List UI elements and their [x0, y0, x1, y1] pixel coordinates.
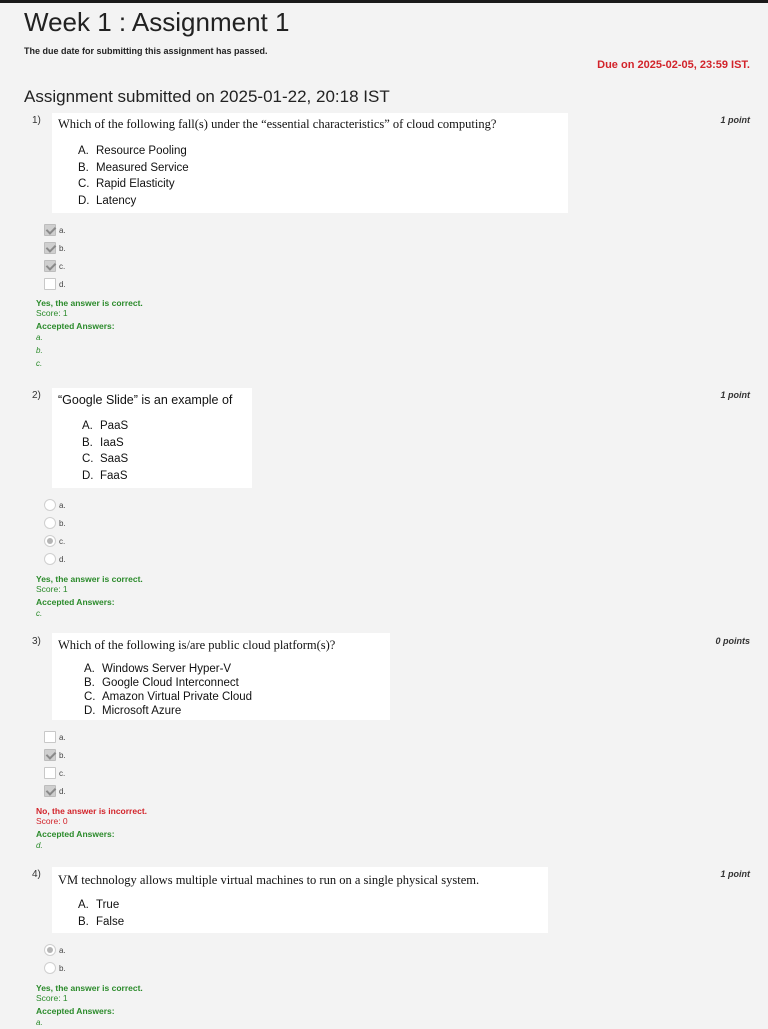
radio[interactable] — [44, 962, 56, 974]
option: C. Amazon Virtual Private Cloud — [84, 691, 252, 703]
option: A. PaaS — [82, 420, 129, 432]
checkbox[interactable] — [44, 731, 56, 743]
option: B. Measured Service — [78, 161, 189, 174]
option: B. False — [78, 915, 125, 928]
checkbox[interactable] — [44, 260, 56, 272]
option-list — [82, 418, 128, 484]
choice-d[interactable]: d. — [44, 550, 66, 568]
checkbox[interactable] — [44, 242, 56, 254]
answer-choices — [44, 728, 66, 800]
choice-c[interactable]: c. — [44, 257, 66, 275]
question-text: Which of the following fall(s) under the “essential characteristics” of cloud computing? — [58, 117, 497, 131]
radio[interactable] — [44, 535, 56, 547]
score: Score: 1 — [36, 993, 68, 1003]
answer-choices — [44, 941, 66, 977]
choice-a[interactable]: a. — [44, 496, 66, 514]
option: C. Rapid Elasticity — [78, 178, 175, 190]
question-box — [52, 388, 252, 488]
score: Score: 0 — [36, 816, 68, 826]
option: C. SaaS — [82, 453, 129, 465]
question-points: 0 points — [715, 636, 750, 646]
assignment-title: Week 1 : Assignment 1 — [24, 7, 290, 37]
feedback — [36, 574, 143, 620]
option: A. True — [78, 899, 120, 911]
score: Score: 1 — [36, 308, 68, 318]
question-box — [52, 867, 548, 933]
answer-choices — [44, 496, 66, 568]
option: D. Microsoft Azure — [84, 705, 182, 717]
accepted-answers: d. — [36, 841, 43, 850]
feedback — [36, 806, 147, 852]
question-points: 1 point — [720, 869, 750, 879]
option-list — [78, 897, 124, 930]
option: B. IaaS — [82, 436, 124, 449]
choice-d[interactable]: d. — [44, 782, 66, 800]
checkbox[interactable] — [44, 767, 56, 779]
accepted-answers-label: Accepted Answers: — [36, 829, 115, 839]
radio[interactable] — [44, 499, 56, 511]
accepted-answers-label: Accepted Answers: — [36, 321, 115, 331]
option: A. Windows Server Hyper-V — [84, 663, 232, 675]
option-list — [84, 662, 252, 718]
question-number: 4) — [32, 869, 41, 880]
choice-b[interactable]: b. — [44, 959, 66, 977]
option: A. Resource Pooling — [78, 145, 187, 157]
choice-c[interactable]: c. — [44, 532, 66, 550]
score: Score: 1 — [36, 584, 68, 594]
due-date: Due on 2025-02-05, 23:59 IST. — [597, 59, 750, 71]
radio[interactable] — [44, 517, 56, 529]
option: D. FaaS — [82, 469, 128, 482]
choice-c[interactable]: c. — [44, 764, 66, 782]
answer-choices — [44, 221, 66, 293]
feedback — [36, 298, 143, 370]
question-text: Which of the following is/are public cloud platform(s)? — [58, 638, 336, 652]
question-text: “Google Slide” is an example of — [58, 393, 233, 407]
question-number: 2) — [32, 390, 41, 401]
submission-status: Assignment submitted on 2025-01-22, 20:18 IST — [24, 87, 390, 106]
feedback-message: No, the answer is incorrect. — [36, 806, 148, 816]
question-box — [52, 113, 568, 213]
due-passed-note: The due date for submitting this assignment has passed. — [24, 46, 268, 56]
choice-b[interactable]: b. — [44, 239, 66, 257]
feedback — [36, 983, 143, 1029]
accepted-answers: a. b. c. — [36, 333, 43, 368]
accepted-answers: a. — [36, 1018, 43, 1027]
question-points: 1 point — [720, 115, 750, 125]
checkbox[interactable] — [44, 224, 56, 236]
question-box — [52, 633, 390, 720]
choice-a[interactable]: a. — [44, 941, 66, 959]
feedback-message: Yes, the answer is correct. — [36, 574, 143, 584]
question-text: VM technology allows multiple virtual machines to run on a single physical system. — [58, 873, 480, 887]
feedback-message: Yes, the answer is correct. — [36, 983, 143, 993]
accepted-answers-label: Accepted Answers: — [36, 597, 115, 607]
question-number: 3) — [32, 636, 41, 647]
checkbox[interactable] — [44, 785, 56, 797]
checkbox[interactable] — [44, 749, 56, 761]
radio[interactable] — [44, 944, 56, 956]
option: B. Google Cloud Interconnect — [84, 677, 239, 689]
choice-d[interactable]: d. — [44, 275, 66, 293]
accepted-answers-label: Accepted Answers: — [36, 1006, 115, 1016]
radio[interactable] — [44, 553, 56, 565]
choice-b[interactable]: b. — [44, 514, 66, 532]
feedback-message: Yes, the answer is correct. — [36, 298, 143, 308]
accepted-answers: c. — [36, 609, 43, 618]
choice-b[interactable]: b. — [44, 746, 66, 764]
choice-a[interactable]: a. — [44, 728, 66, 746]
question-number: 1) — [32, 115, 41, 126]
choice-a[interactable]: a. — [44, 221, 66, 239]
option-list — [78, 143, 189, 209]
option: D. Latency — [78, 194, 137, 207]
question-points: 1 point — [720, 390, 750, 400]
checkbox[interactable] — [44, 278, 56, 290]
